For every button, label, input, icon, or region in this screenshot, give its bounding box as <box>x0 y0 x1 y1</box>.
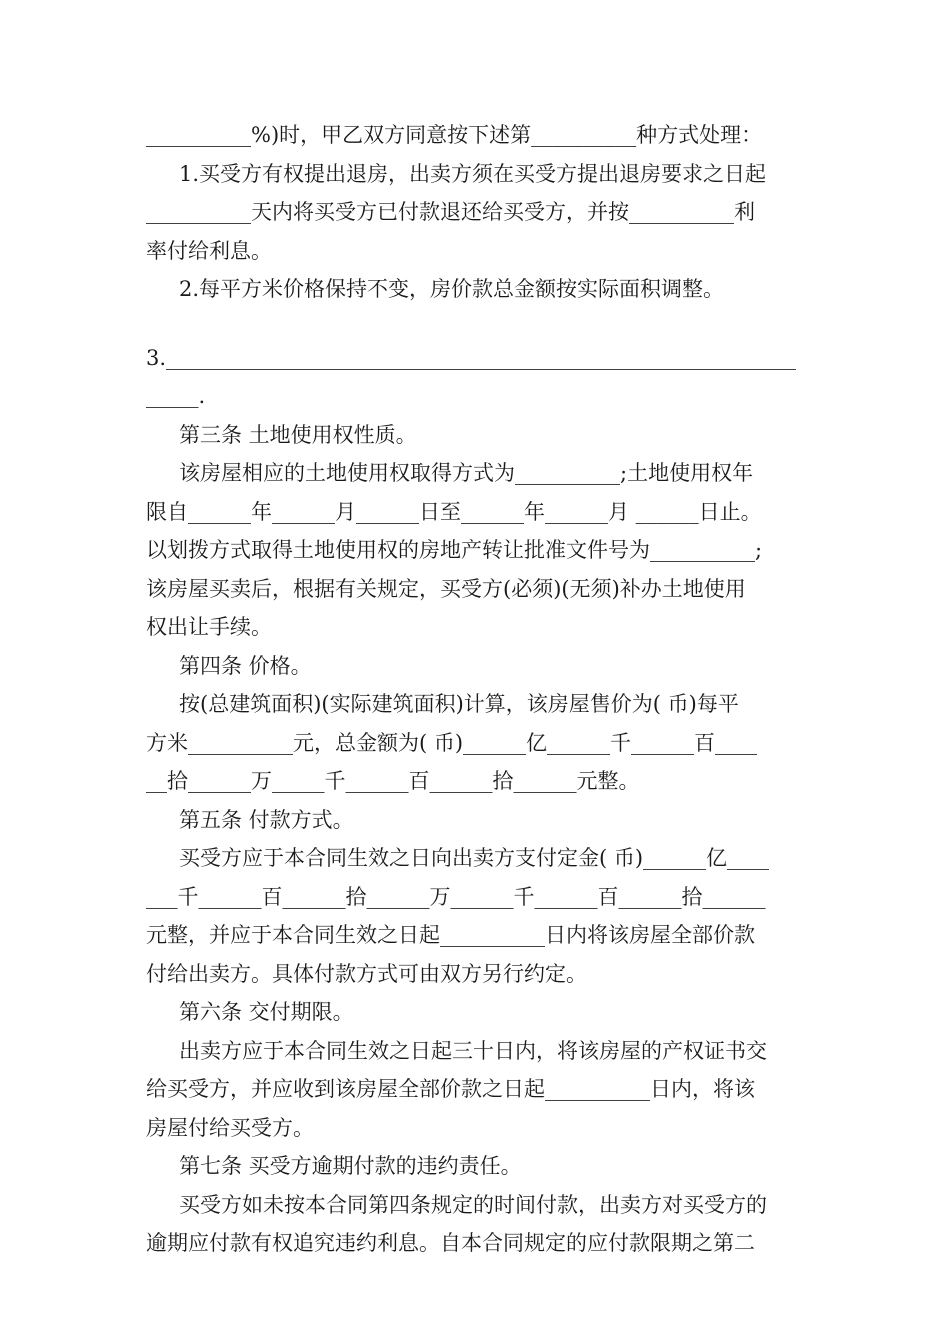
text-line: 限自______年______月______日至______年______月 ______日止。 <box>146 499 762 524</box>
text-line: 率付给利息。 <box>146 238 272 263</box>
text-line: 2.每平方米价格保持不变，房价款总金额按实际面积调整。 <box>179 277 725 301</box>
text-line: _____. <box>146 384 206 408</box>
section-heading: 第四条 价格。 <box>179 653 312 678</box>
text-line: 元整，并应于本合同生效之日起__________日内将该房屋全部价款 <box>146 923 755 947</box>
text-line: 买受方如未按本合同第四条规定的时间付款，出卖方对买受方的 <box>179 1192 767 1217</box>
text-line: ___千______百______拾______万______千______百______拾______ <box>146 884 766 909</box>
text-line: 3.____________________________________________________________ <box>146 345 797 370</box>
text-line: 该房屋买卖后，根据有关规定，买受方(必须)(无须)补办土地使用 <box>146 576 746 601</box>
text-line: 付给出卖方。具体付款方式可由双方另行约定。 <box>146 961 587 986</box>
text-line: 买受方应于本合同生效之日向出卖方支付定金( 币)______亿____ <box>179 846 770 870</box>
section-heading: 第六条 交付期限。 <box>179 1000 354 1024</box>
text-line: 给买受方，并应收到该房屋全部价款之日起__________日内，将该 <box>146 1077 755 1101</box>
text-line: 以划拨方式取得土地使用权的房地产转让批准文件号为__________; <box>146 538 763 562</box>
text-line: 方米__________元，总金额为( 币)______亿______千______百____ <box>146 730 758 755</box>
text-line: 出卖方应于本合同生效之日起三十日内，将该房屋的产权证书交 <box>179 1038 767 1063</box>
text-line: __拾______万_____千______百______拾______元整。 <box>146 769 640 793</box>
paragraph-gap <box>146 309 806 339</box>
text-line: 逾期应付款有权追究违约利息。自本合同规定的应付款限期之第二 <box>146 1231 755 1255</box>
text-line: 1.买受方有权提出退房，出卖方须在买受方提出退房要求之日起 <box>179 161 767 186</box>
text-line: 房屋付给买受方。 <box>146 1115 314 1140</box>
text-line: 权出让手续。 <box>146 615 272 639</box>
contract-body <box>146 116 806 1263</box>
text-line: __________天内将买受方已付款退还给买受方，并按__________利 <box>146 200 755 224</box>
text-line: 该房屋相应的土地使用权取得方式为__________;土地使用权年 <box>179 461 754 485</box>
text-line: 按(总建筑面积)(实际建筑面积)计算，该房屋售价为( 币)每平 <box>179 692 739 716</box>
section-heading: 第七条 买受方逾期付款的违约责任。 <box>179 1154 522 1178</box>
text-line: __________%)时，甲乙双方同意按下述第__________种方式处理： <box>146 123 763 147</box>
section-heading: 第三条 土地使用权性质。 <box>179 422 417 447</box>
section-heading: 第五条 付款方式。 <box>179 807 354 832</box>
